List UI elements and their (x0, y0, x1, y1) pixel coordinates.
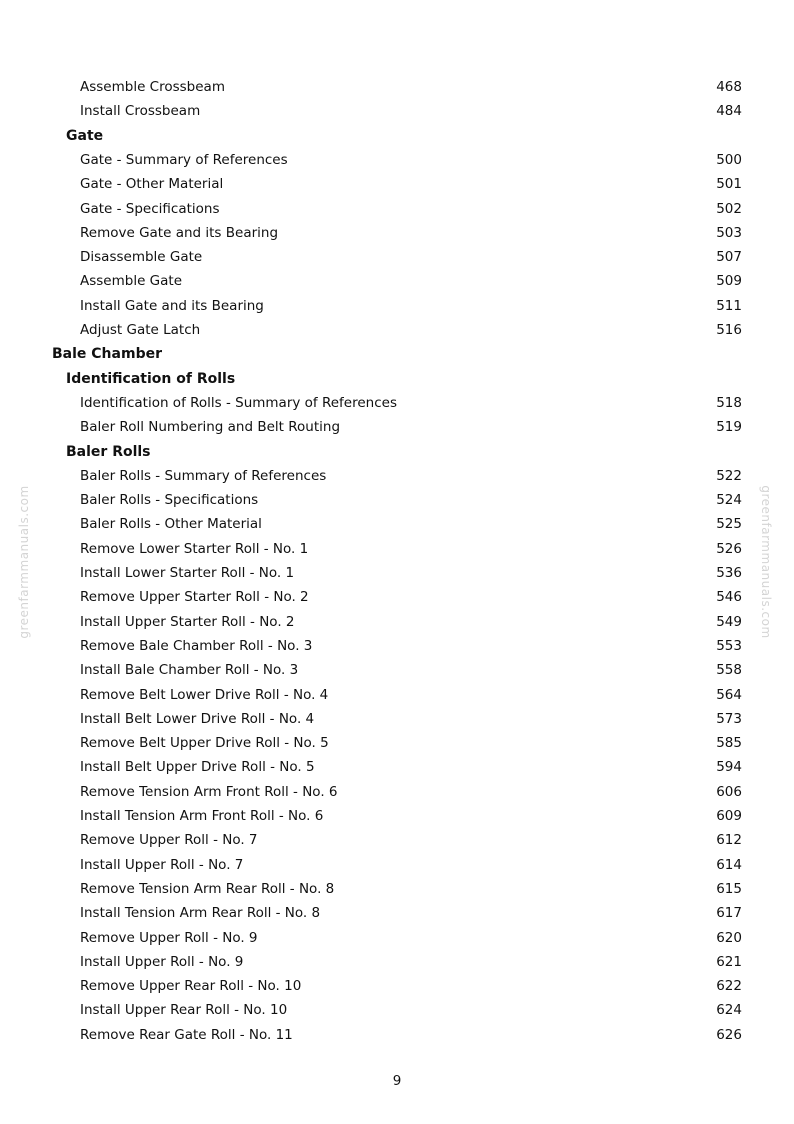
toc-entry[interactable] (80, 393, 742, 413)
toc-entry[interactable] (80, 199, 742, 219)
toc-entry-title: Remove Belt Upper Drive Roll - No. 5 (80, 735, 329, 751)
toc-entry[interactable] (80, 514, 742, 534)
watermark-right: greenfarmmanuals.com (759, 485, 773, 639)
toc-entry[interactable] (80, 1000, 742, 1020)
toc-entry-title: Install Upper Roll - No. 9 (80, 954, 244, 970)
toc-entry-title: Gate - Summary of References (80, 152, 288, 168)
toc-entry[interactable] (80, 77, 742, 97)
toc-entry-page: 612 (716, 832, 742, 848)
toc-entry-title: Remove Upper Rear Roll - No. 10 (80, 978, 302, 994)
toc-entry-title: Remove Upper Roll - No. 7 (80, 832, 258, 848)
toc-entry-page: 585 (716, 735, 742, 751)
toc-entry-page: 617 (716, 905, 742, 921)
toc-entry[interactable] (80, 466, 742, 486)
toc-entry-page: 626 (716, 1027, 742, 1043)
toc-entry[interactable] (80, 830, 742, 850)
toc-entry[interactable] (80, 1025, 742, 1045)
toc-entry-title: Gate - Other Material (80, 176, 224, 192)
toc-entry[interactable] (80, 490, 742, 510)
toc-entry-page: 558 (716, 662, 742, 678)
toc-entry-title: Install Lower Starter Roll - No. 1 (80, 565, 295, 581)
toc-entry[interactable] (80, 539, 742, 559)
toc-entry-page: 519 (716, 419, 742, 435)
toc-entry[interactable] (80, 879, 742, 899)
toc-entry-title: Assemble Gate (80, 273, 183, 289)
toc-entry-title: Baler Rolls (66, 444, 151, 460)
toc-entry[interactable] (80, 563, 742, 583)
toc-entry-title: Remove Tension Arm Rear Roll - No. 8 (80, 881, 335, 897)
toc-entry-page: 500 (716, 152, 742, 168)
toc-entry[interactable] (80, 757, 742, 777)
toc-entry-title: Install Upper Starter Roll - No. 2 (80, 614, 295, 630)
toc-entry[interactable] (80, 928, 742, 948)
toc-entry-page: 573 (716, 711, 742, 727)
toc-entry-page: 501 (716, 176, 742, 192)
toc-entry-title: Baler Rolls - Summary of References (80, 468, 327, 484)
toc-entry-page: 624 (716, 1002, 742, 1018)
toc-entry-title: Remove Tension Arm Front Roll - No. 6 (80, 784, 338, 800)
toc-entry-title: Install Crossbeam (80, 103, 201, 119)
toc-entry-page: 594 (716, 759, 742, 775)
toc-entry-title: Install Gate and its Bearing (80, 298, 264, 314)
toc-entry-title: Install Tension Arm Front Roll - No. 6 (80, 808, 324, 824)
toc-entry-title: Install Upper Roll - No. 7 (80, 857, 244, 873)
toc-entry[interactable] (80, 271, 742, 291)
toc-entry[interactable] (80, 150, 742, 170)
toc-entry-title: Install Tension Arm Rear Roll - No. 8 (80, 905, 321, 921)
toc-entry[interactable] (80, 976, 742, 996)
toc-entry[interactable] (80, 782, 742, 802)
watermark-left: greenfarmmanuals.com (17, 485, 31, 639)
toc-entry-title: Disassemble Gate (80, 249, 203, 265)
toc-entry-title: Identification of Rolls - Summary of References (80, 395, 397, 411)
toc-entry-page: 553 (716, 638, 742, 654)
toc-entry-page: 516 (716, 322, 742, 338)
toc-entry-title: Remove Belt Lower Drive Roll - No. 4 (80, 687, 329, 703)
toc-entry-title: Install Bale Chamber Roll - No. 3 (80, 662, 299, 678)
toc-entry[interactable] (80, 903, 742, 923)
toc-entry-page: 536 (716, 565, 742, 581)
toc-entry[interactable] (80, 733, 742, 753)
toc-entry-title: Remove Lower Starter Roll - No. 1 (80, 541, 309, 557)
toc-entry-title: Baler Rolls - Specifications (80, 492, 259, 508)
toc-entry-title: Bale Chamber (52, 346, 162, 362)
toc-entry-title: Baler Roll Numbering and Belt Routing (80, 419, 341, 435)
toc-entry-title: Gate (66, 128, 104, 144)
toc-entry-page: 606 (716, 784, 742, 800)
toc-entry[interactable] (80, 247, 742, 267)
toc-entry[interactable] (80, 174, 742, 194)
toc-entry-page: 507 (716, 249, 742, 265)
toc-entry-page: 522 (716, 468, 742, 484)
toc-entry-title: Remove Upper Starter Roll - No. 2 (80, 589, 309, 605)
toc-entry-page: 511 (716, 298, 742, 314)
toc-entry[interactable] (80, 223, 742, 243)
toc-entry-title: Remove Gate and its Bearing (80, 225, 279, 241)
toc-entry-title: Assemble Crossbeam (80, 79, 225, 95)
toc-entry-title: Remove Bale Chamber Roll - No. 3 (80, 638, 313, 654)
toc-entry-page: 526 (716, 541, 742, 557)
toc-entry-title: Remove Upper Roll - No. 9 (80, 930, 258, 946)
toc-entry[interactable] (80, 587, 742, 607)
toc-entry[interactable] (80, 709, 742, 729)
toc-entry-page: 525 (716, 516, 742, 532)
toc-entry-title: Install Belt Upper Drive Roll - No. 5 (80, 759, 315, 775)
toc-entry-page: 524 (716, 492, 742, 508)
toc-entry[interactable] (80, 636, 742, 656)
toc-entry[interactable] (80, 101, 742, 121)
toc-entry-page: 518 (716, 395, 742, 411)
toc-entry-page: 620 (716, 930, 742, 946)
toc-entry-title: Install Upper Rear Roll - No. 10 (80, 1002, 288, 1018)
toc-entry-title: Adjust Gate Latch (80, 322, 201, 338)
toc-entry-page: 564 (716, 687, 742, 703)
toc-entry-page: 502 (716, 201, 742, 217)
toc-entry[interactable] (80, 612, 742, 632)
toc-entry-title: Remove Rear Gate Roll - No. 11 (80, 1027, 293, 1043)
toc-entry[interactable] (80, 320, 742, 340)
toc-entry[interactable] (80, 417, 742, 437)
toc-entry-title: Gate - Specifications (80, 201, 220, 217)
toc-entry[interactable] (80, 806, 742, 826)
toc-entry-page: 468 (716, 79, 742, 95)
toc-entry-page: 549 (716, 614, 742, 630)
toc-entry-page: 614 (716, 857, 742, 873)
toc-entry-title: Identification of Rolls (66, 371, 236, 387)
toc-entry-title: Baler Rolls - Other Material (80, 516, 262, 532)
page-number: 9 (392, 1073, 402, 1089)
toc-entry[interactable] (80, 685, 742, 705)
toc-entry-page: 622 (716, 978, 742, 994)
toc-entry-title: Install Belt Lower Drive Roll - No. 4 (80, 711, 315, 727)
toc-entry-page: 615 (716, 881, 742, 897)
toc-entry[interactable] (80, 660, 742, 680)
toc-entry[interactable] (80, 855, 742, 875)
toc-entry-page: 484 (716, 103, 742, 119)
toc-entry[interactable] (80, 952, 742, 972)
toc-entry[interactable] (80, 296, 742, 316)
toc-entry-page: 503 (716, 225, 742, 241)
toc-entry-page: 621 (716, 954, 742, 970)
toc-entry-page: 509 (716, 273, 742, 289)
toc-entry-page: 546 (716, 589, 742, 605)
toc-entry-page: 609 (716, 808, 742, 824)
